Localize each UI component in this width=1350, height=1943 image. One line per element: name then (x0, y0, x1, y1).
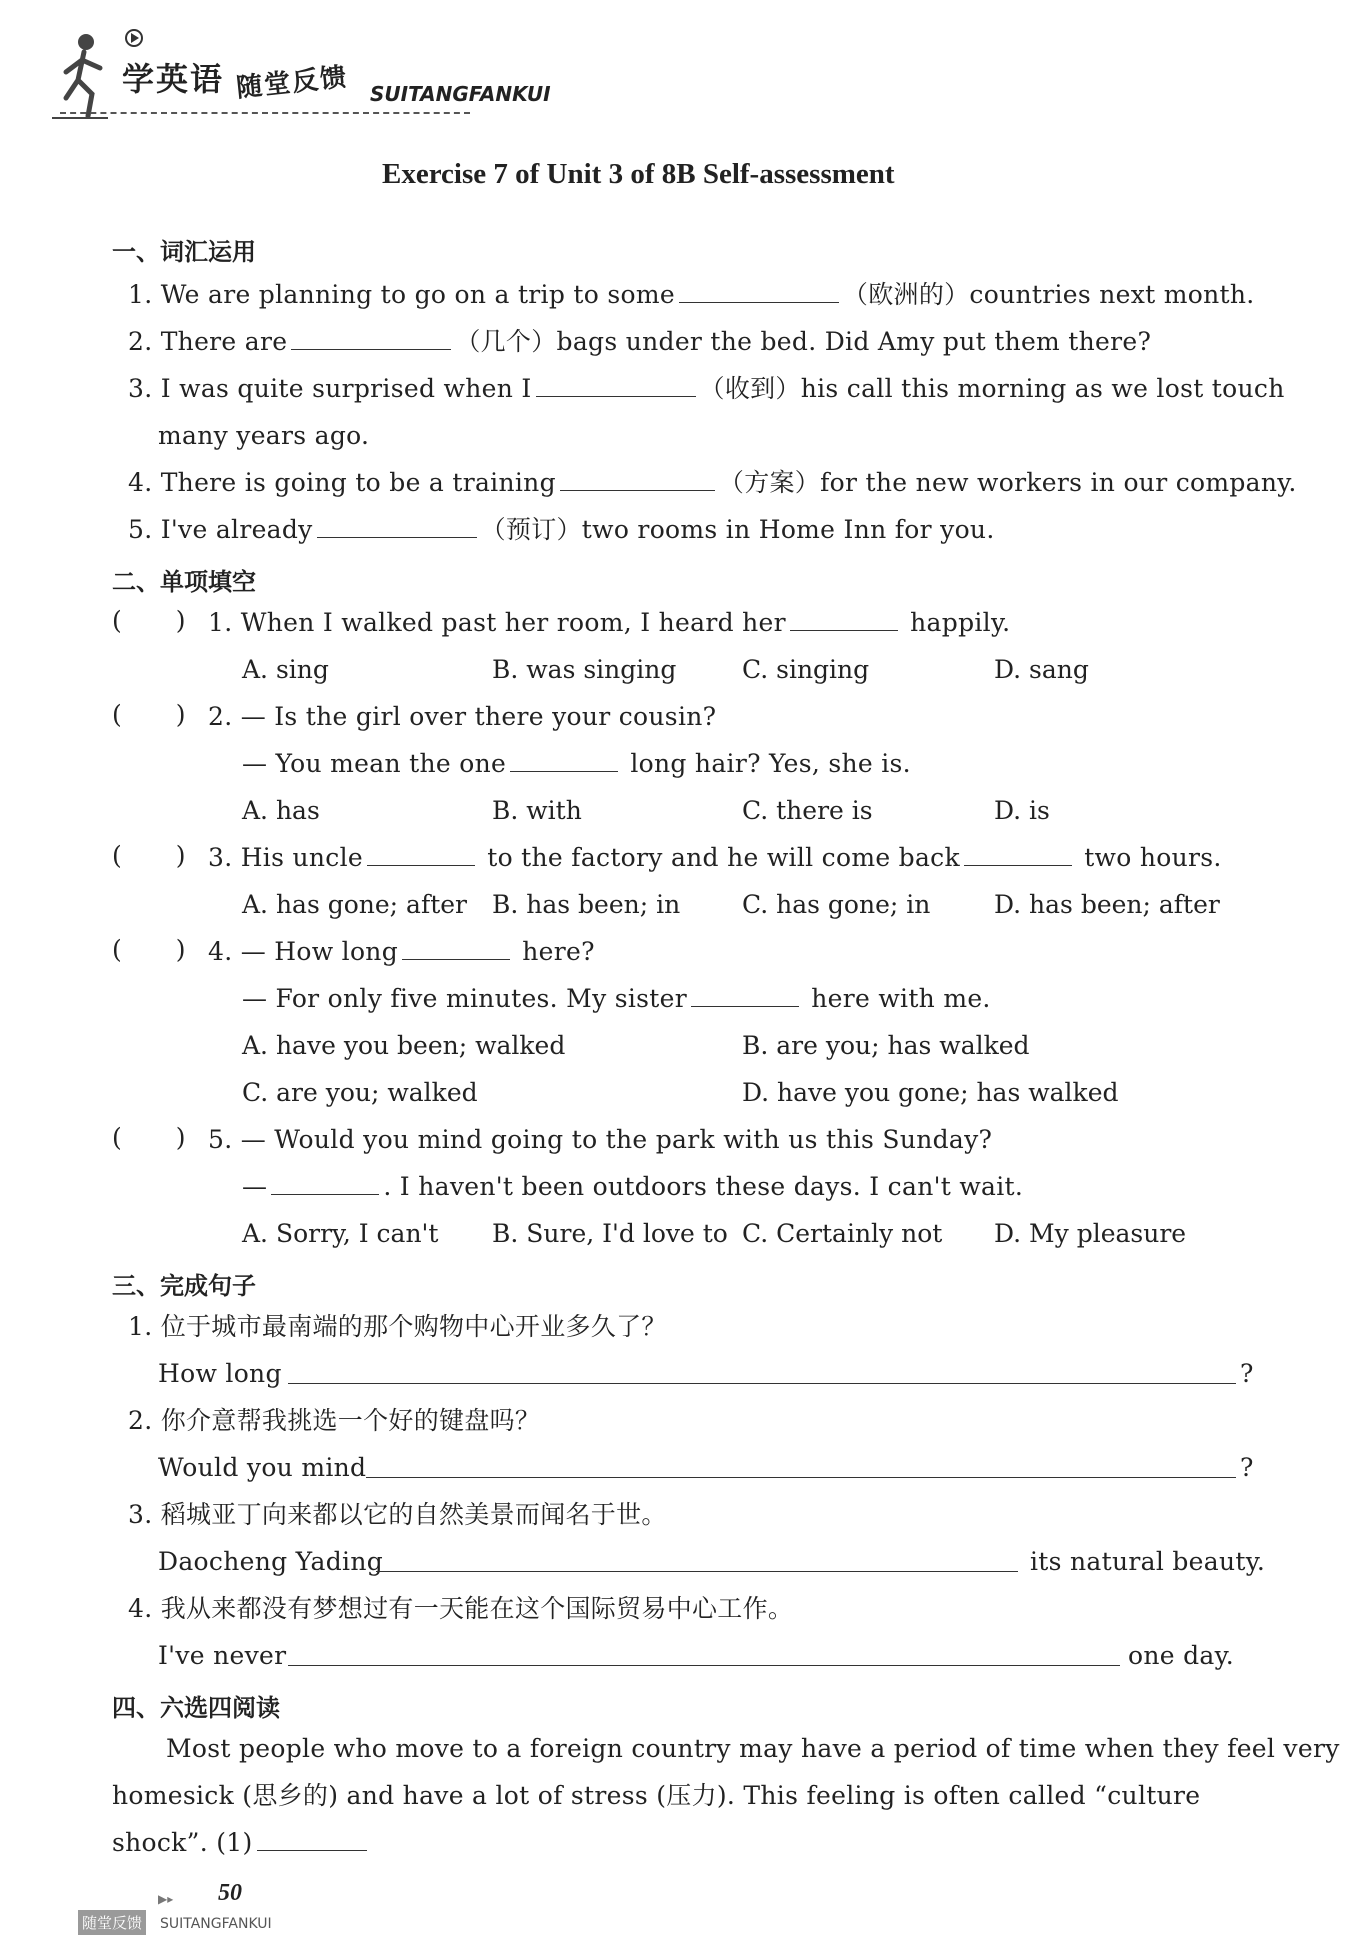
translation-end-4: one day. (1128, 1641, 1234, 1670)
translation-answer-line[interactable] (288, 1383, 1236, 1384)
q1-option-a[interactable]: A. sing (242, 655, 329, 684)
translation-answer-line[interactable] (288, 1665, 1120, 1666)
answer-bracket[interactable]: ( ) (112, 935, 186, 964)
mc-question-2-line2: — You mean the one long hair? Yes, she is. (242, 749, 911, 778)
q2-option-b[interactable]: B. with (492, 796, 582, 825)
answer-blank[interactable] (257, 1826, 367, 1851)
answer-blank[interactable] (536, 372, 696, 397)
q1-option-b[interactable]: B. was singing (492, 655, 677, 684)
mc-question-3: 3. His uncle to the factory and he will come back two hours. (208, 843, 1222, 872)
header-divider (60, 112, 470, 114)
answer-blank[interactable] (560, 466, 715, 491)
answer-blank[interactable] (271, 1170, 379, 1195)
translation-end-3: its natural beauty. (1030, 1547, 1266, 1576)
q2-option-d[interactable]: D. is (994, 796, 1050, 825)
mc-question-5: 5. — Would you mind going to the park with us this Sunday? (208, 1125, 993, 1154)
answer-bracket[interactable]: ( ) (112, 606, 186, 635)
q4-option-c[interactable]: C. are you; walked (242, 1078, 478, 1107)
mc-question-4-line2: — For only five minutes. My sister here with me. (242, 984, 991, 1013)
translation-prompt-4: I've never (158, 1641, 287, 1670)
section2-heading: 二、单项填空 (112, 568, 256, 596)
translation-cn-1: 1. 位于城市最南端的那个购物中心开业多久了？ (128, 1312, 667, 1341)
answer-bracket[interactable]: ( ) (112, 841, 186, 870)
vocab-item-5: 5. I've already （预订）two rooms in Home Inn for you. (128, 515, 995, 544)
mc-question-1: 1. When I walked past her room, I heard her happily. (208, 608, 1011, 637)
q4-option-d[interactable]: D. have you gone; has walked (742, 1078, 1119, 1107)
translation-prompt-1: How long (158, 1359, 282, 1388)
mc-question-4: 4. — How long here? (208, 937, 595, 966)
runner-icon (48, 28, 128, 123)
answer-blank[interactable] (790, 606, 898, 631)
reading-line-2: homesick (思乡的) and have a lot of stress (压力). This feeling is often called “culture (112, 1781, 1201, 1810)
footer-brand-en: SUITANGFANKUI (160, 1916, 272, 1932)
header-brand-en: SUITANGFANKUI (370, 82, 551, 106)
translation-end-2: ? (1240, 1453, 1254, 1482)
answer-blank[interactable] (402, 935, 510, 960)
section1-heading: 一、词汇运用 (112, 238, 256, 266)
translation-cn-3: 3. 稻城亚丁向来都以它的自然美景而闻名于世。 (128, 1500, 667, 1529)
answer-blank[interactable] (367, 841, 475, 866)
q4-option-a[interactable]: A. have you been; walked (242, 1031, 566, 1060)
vocab-item-4: 4. There is going to be a training （方案）for the new workers in our company. (128, 468, 1297, 497)
section3-heading: 三、完成句子 (112, 1272, 256, 1300)
vocab-item-3: 3. I was quite surprised when I （收到）his call this morning as we lost touch (128, 374, 1285, 403)
q3-option-a[interactable]: A. has gone; after (242, 890, 467, 919)
answer-bracket[interactable]: ( ) (112, 700, 186, 729)
reading-line-3: shock”. (1) (112, 1826, 371, 1860)
translation-prompt-2: Would you mind (158, 1453, 367, 1482)
answer-blank[interactable] (317, 513, 477, 538)
section4-heading: 四、六选四阅读 (112, 1694, 280, 1722)
translation-cn-4: 4. 我从来都没有梦想过有一天能在这个国际贸易中心工作。 (128, 1594, 794, 1623)
page-arrow-icon: ▶▸ (158, 1892, 174, 1906)
translation-end-1: ? (1240, 1359, 1254, 1388)
q3-option-c[interactable]: C. has gone; in (742, 890, 931, 919)
footer-brand-cn: 随堂反馈 (78, 1910, 146, 1935)
q4-option-b[interactable]: B. are you; has walked (742, 1031, 1030, 1060)
q2-option-c[interactable]: C. there is (742, 796, 873, 825)
reading-line-1: Most people who move to a foreign country may have a period of time when they feel very (166, 1734, 1340, 1763)
q1-option-d[interactable]: D. sang (994, 655, 1089, 684)
mc-question-2: 2. — Is the girl over there your cousin? (208, 702, 717, 731)
q2-option-a[interactable]: A. has (242, 796, 320, 825)
play-icon (124, 28, 144, 48)
vocab-item-3-cont: many years ago. (158, 421, 370, 450)
answer-blank[interactable] (679, 278, 839, 303)
answer-blank[interactable] (964, 841, 1072, 866)
answer-bracket[interactable]: ( ) (112, 1123, 186, 1152)
page-title: Exercise 7 of Unit 3 of 8B Self-assessment (382, 158, 895, 190)
q5-option-c[interactable]: C. Certainly not (742, 1219, 943, 1248)
q3-option-d[interactable]: D. has been; after (994, 890, 1220, 919)
translation-prompt-3: Daocheng Yading (158, 1547, 384, 1576)
q5-option-b[interactable]: B. Sure, I'd love to (492, 1219, 728, 1248)
header-brand-cn2: 随堂反馈 (235, 62, 350, 104)
mc-question-5-line2: — . I haven't been outdoors these days. I can't wait. (242, 1172, 1024, 1201)
translation-answer-line[interactable] (366, 1477, 1236, 1478)
vocab-item-1: 1. We are planning to go on a trip to some （欧洲的）countries next month. (128, 280, 1255, 309)
q1-option-c[interactable]: C. singing (742, 655, 870, 684)
answer-blank[interactable] (691, 982, 799, 1007)
translation-cn-2: 2. 你介意帮我挑选一个好的键盘吗？ (128, 1406, 541, 1435)
q3-option-b[interactable]: B. has been; in (492, 890, 681, 919)
page-number: 50 (218, 1880, 242, 1906)
q5-option-a[interactable]: A. Sorry, I can't (242, 1219, 439, 1248)
q5-option-d[interactable]: D. My pleasure (994, 1219, 1187, 1248)
translation-answer-line[interactable] (376, 1571, 1018, 1572)
vocab-item-2: 2. There are （几个）bags under the bed. Did Amy put them there? (128, 327, 1152, 356)
answer-blank[interactable] (291, 325, 451, 350)
answer-blank[interactable] (510, 747, 618, 772)
header-brand-cn: 学英语 (122, 60, 225, 98)
